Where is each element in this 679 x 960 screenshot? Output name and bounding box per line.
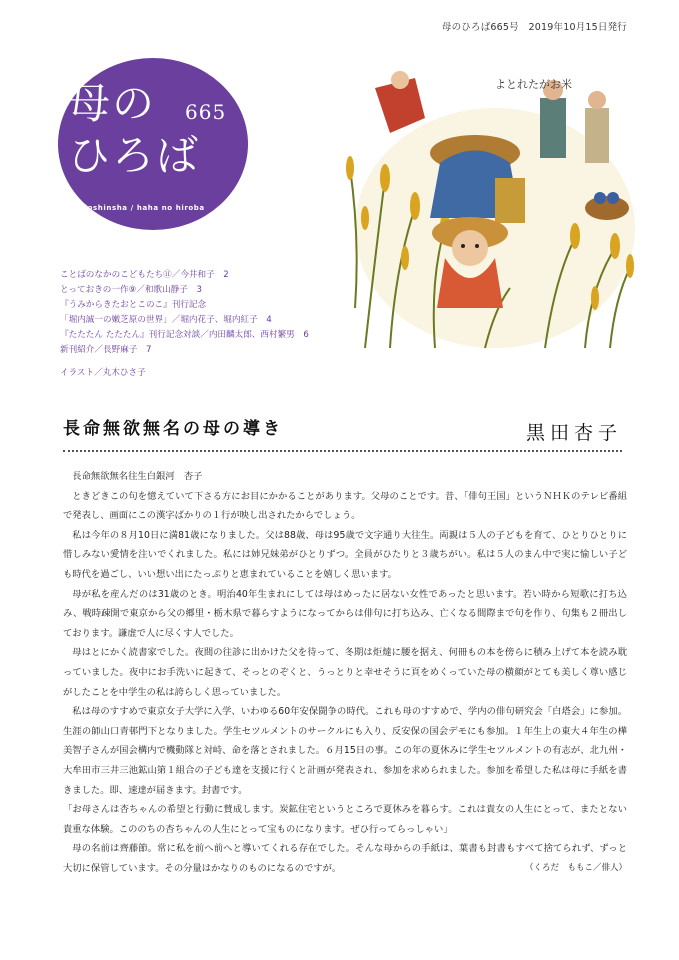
haiku-line: 長命無欲無名往生白銀河 杏子 <box>72 471 203 482</box>
article-author: 黒田杏子 <box>525 422 622 444</box>
paragraph: 母の名前は齊藤節。常に私を前へ前へと導いてくれる存在でした。そんな母からの手紙は、葉書も封書もすべて捨てられず、ずっと大切に保管しています。その分量はかなりのものになるのですが。 <box>63 843 627 874</box>
issue-line: 母のひろば665号 2019年10月15日発行 <box>441 22 627 33</box>
illustrator-credit: イラスト／丸木ひさ子 <box>60 368 146 378</box>
toc-item[interactable]: とっておきの一作⑨／和歌山静子 3 <box>60 285 202 295</box>
paragraph: 母はとにかく読書家でした。夜間の往診に出かけた父を待って、冬期は炬燵に腰を据え、何冊もの本を傍らに積み上げて本を読み耽っていました。夜中にお手洗いに起きて、そっとのぞくと、うっとりと幸せそうに頁をめくっていた母の横顔がとても美しく尊い感じがしたことを中学生の私は誇らしく思っていました。 <box>63 647 627 698</box>
paragraph: 私は母のすすめで東京女子大学に入学、いわゆる60年安保闘争の時代。これも母のすすめで、学内の俳句研究会「白塔会」に参加。生涯の師山口青邨門下となりました。学生セツルメントのサークルにも入り、反安保の国会デモにも参加。１年生上の東大４年生の樺美智子さんが国会構内で機動隊と対峙、命を落とされました。６月15日の事。この年の夏休みに学生セツルメントの有志が、北九州・大牟田市三井三池鉱山第１組合の子ども達を支援に行くと計画が発表され、参加を求められました。参加を希望した私は母に手紙を書きました。即、速達が届きます。封書です。 <box>63 706 627 796</box>
paragraph: 母が私を産んだのは31歳のとき。明治40年生まれにしては母はめったに居ない女性であったと思います。若い時から短歌に打ち込み、戦時疎開で東京から父の郷里・栃木県で暮らすようになってからは俳句に打ち込み、亡くなる間際まで句を作り、句集も２冊出しております。謙虚で人に尽くす人でした。 <box>63 588 627 639</box>
paragraph: 私は今年の８月10日に満81歳になりました。父は88歳、母は95歳で文字通り大往生。両親は５人の子どもを育て、ひとりひとりに惜しみない愛情を注いでくれました。私には姉兄妹弟がひとりずつ。全員がひたりと３歳ちがい。私は５人のまん中で実に愉しい子ども時代を過ごし、いい想い出にたっぷりと恵まれていることを嬉しく思います。 <box>63 529 627 580</box>
table-of-contents <box>60 268 350 381</box>
toc-item[interactable]: ことばのなかのこどもたち⑪／今井和子 2 <box>60 270 229 280</box>
toc-item[interactable]: 『うみからきたおとこのこ』刊行記念 <box>60 300 207 310</box>
logo-issue-number: 665 <box>185 100 227 124</box>
article-body <box>63 467 627 879</box>
article-headline: 長命無欲無名の母の導き <box>63 419 283 439</box>
logo-title: 母の ひろば <box>68 79 201 180</box>
quoted-letter: 「お母さんは杏ちゃんの希望と行動に賛成します。炭鉱住宅というところで夏休みを暮らす。これは貴女の人生にとって、またとない貴重な体験。こののちの杏ちゃんの人生にとって宝ものになります。ぜひ行ってらっしゃい」 <box>63 804 627 835</box>
illustration-caption: よとれたがお米 <box>495 78 572 91</box>
author-signature: （くろだ ももこ／俳人） <box>524 863 627 874</box>
toc-item[interactable]: 『たたたん たたたん』刊行記念対談／内田麟太郎、西村繁男 6 <box>60 330 309 340</box>
toc-item[interactable]: 「堀内誠一の嫩芝原の世界」／堀内花子、堀内紅子 4 <box>60 315 272 325</box>
headline-divider <box>63 450 622 452</box>
paragraph: ときどきこの句を憶えていて下さる方にお目にかかることがあります。父母のことです。昔、「俳句王国」というＮＨＫのテレビ番組で発表し、画面にこの漢字ばかりの１行が映し出されたからでしょう。 <box>63 490 627 522</box>
toc-item[interactable]: 新刊紹介／長野麻子 7 <box>60 345 152 355</box>
logo-subtitle: doshinsha / haha no hiroba <box>82 204 205 212</box>
rice-harvest-illustration <box>345 58 635 350</box>
